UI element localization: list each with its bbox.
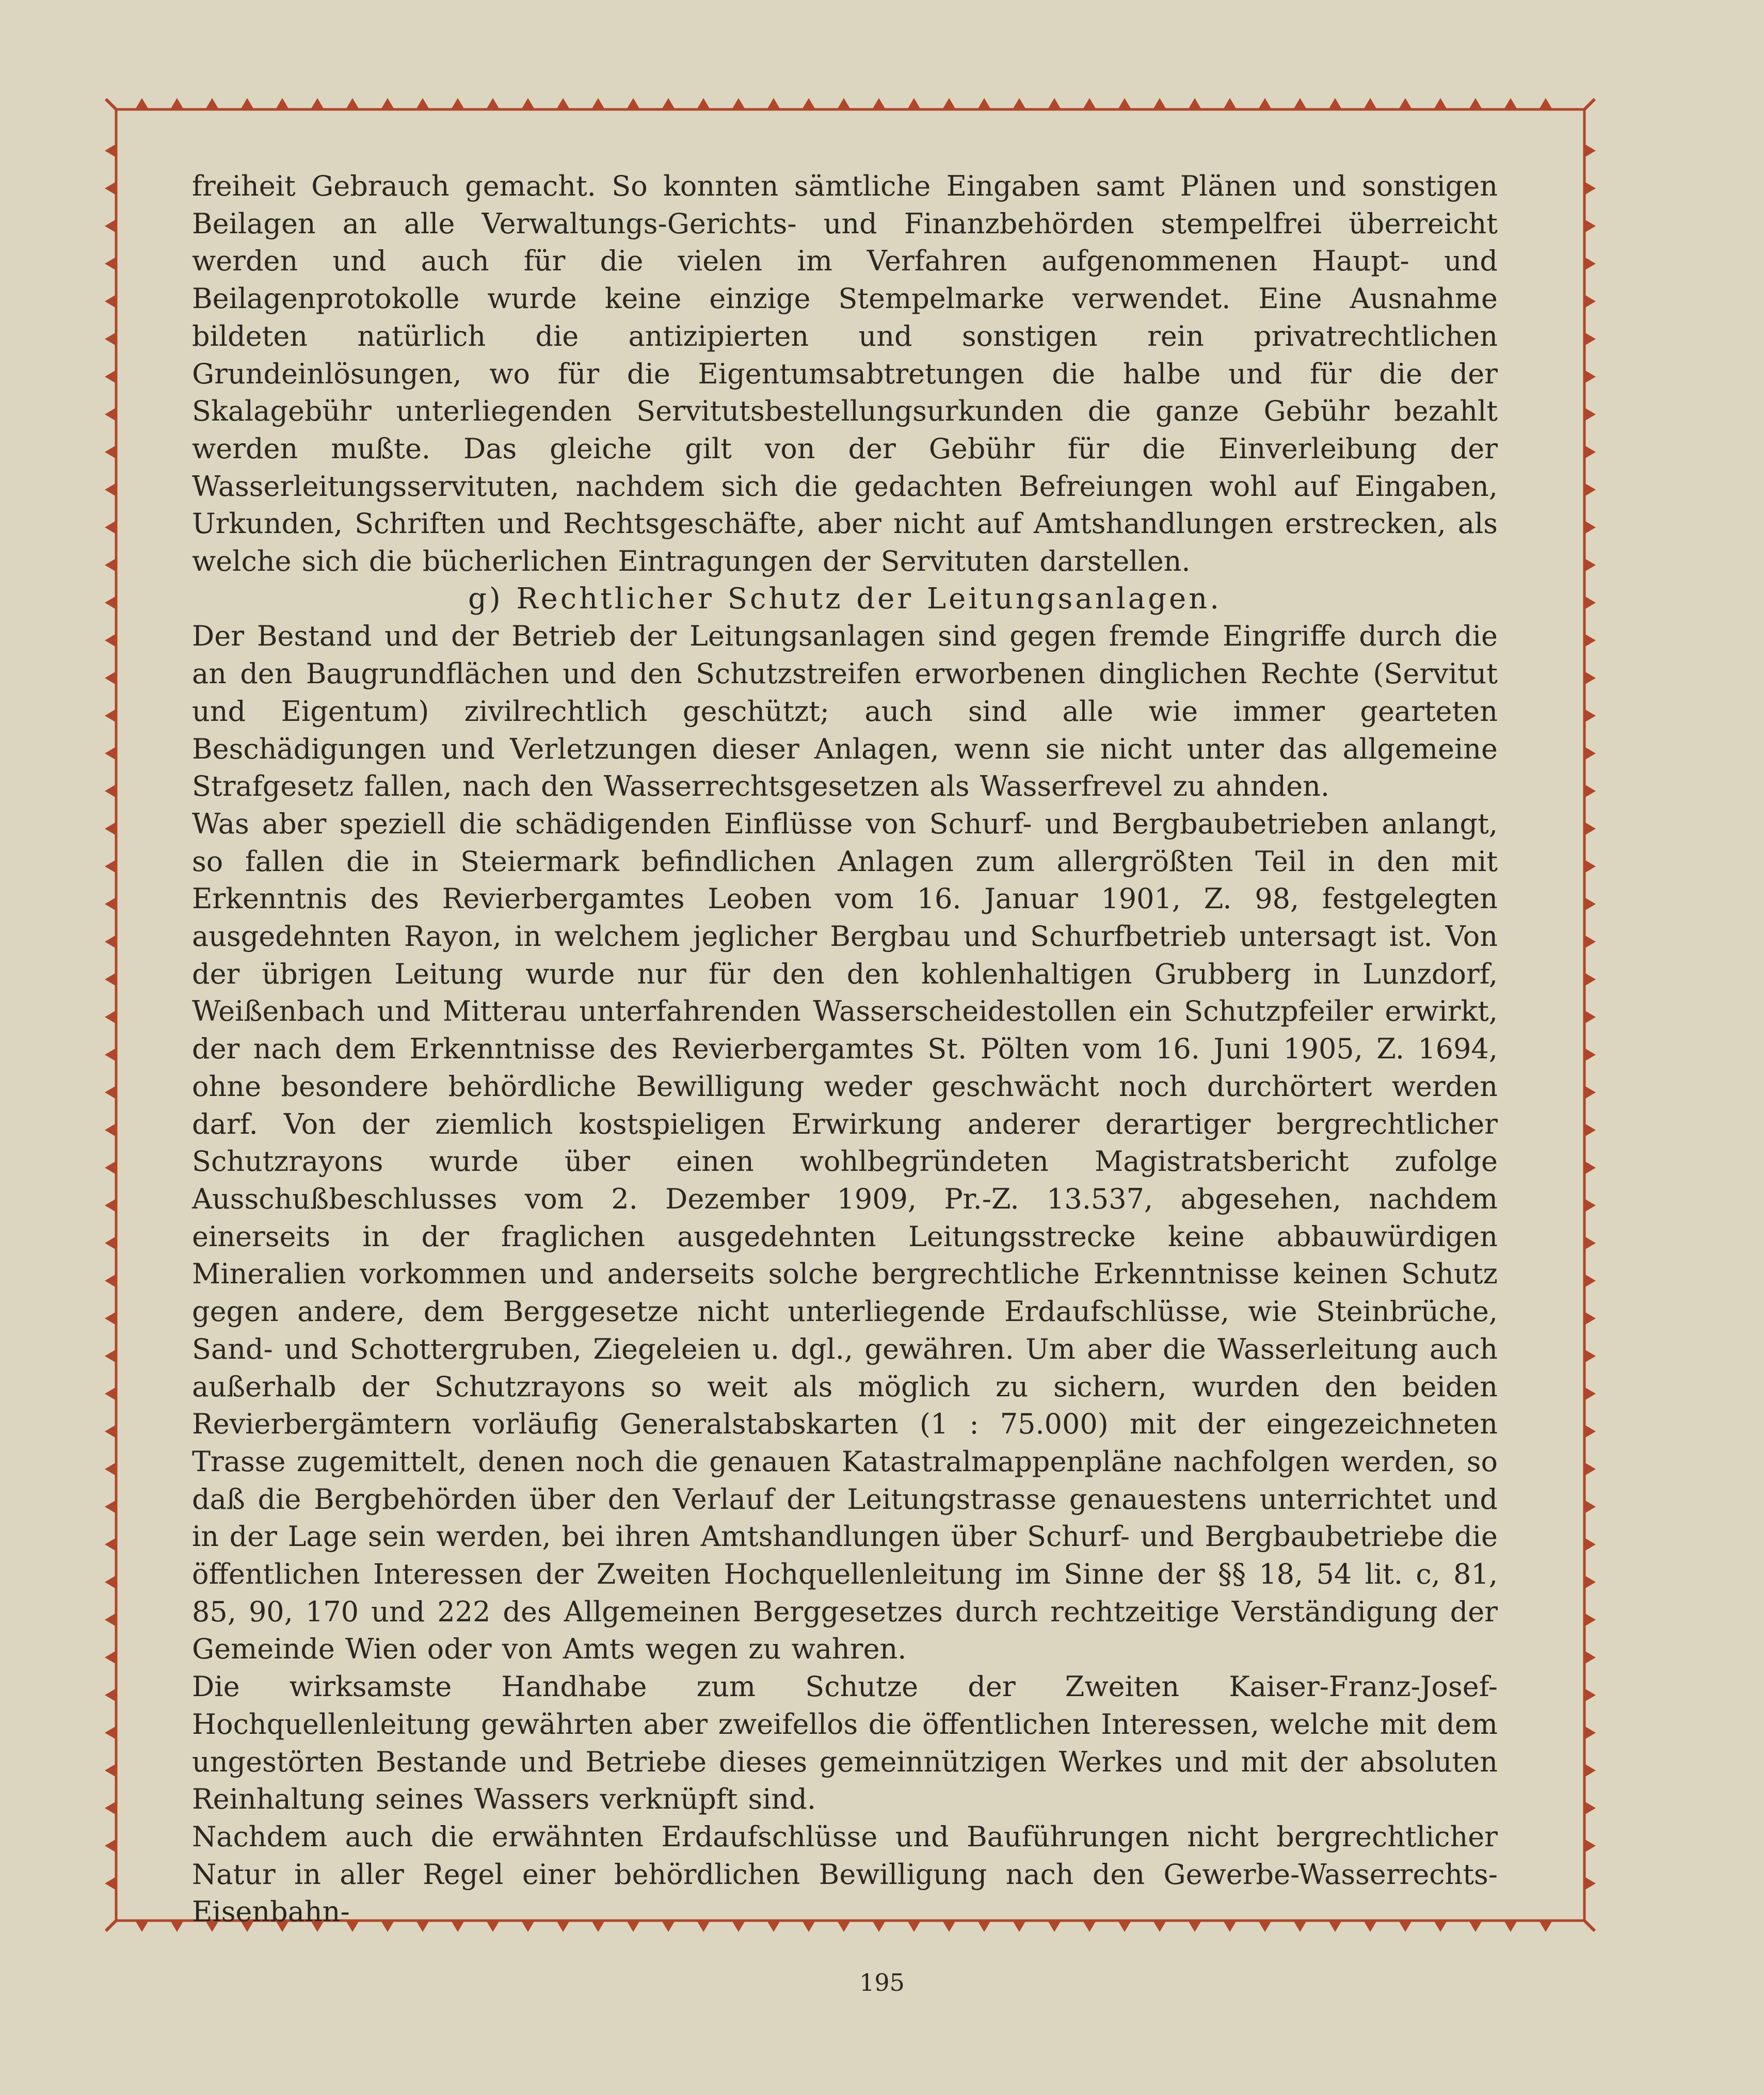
border-triangle-left	[105, 634, 116, 647]
border-triangle-left	[105, 1387, 116, 1400]
border-triangle-left	[105, 1086, 116, 1099]
border-triangle-left	[105, 784, 116, 798]
border-triangle-left	[105, 1161, 116, 1174]
border-triangle-top	[1293, 98, 1307, 109]
border-triangle-left	[105, 558, 116, 572]
border-triangle-right	[1584, 1349, 1596, 1363]
border-triangle-left	[105, 144, 116, 157]
border-triangle-right	[1584, 1764, 1596, 1777]
border-triangle-left	[105, 1312, 116, 1325]
border-triangle-left	[105, 1236, 116, 1250]
border-triangle-right	[1584, 1010, 1596, 1024]
border-triangle-left	[105, 1500, 116, 1513]
border-triangle-top	[872, 98, 886, 109]
border-triangle-right	[1584, 1425, 1596, 1438]
border-triangle-right	[1584, 1801, 1596, 1815]
border-corner	[106, 99, 116, 109]
border-triangle-top	[1118, 98, 1131, 109]
border-triangle-right	[1584, 483, 1596, 496]
border-triangle-left	[105, 935, 116, 948]
border-triangle-top	[732, 98, 745, 109]
border-triangle-left	[105, 1048, 116, 1061]
border-triangle-top	[240, 98, 254, 109]
border-triangle-top	[942, 98, 956, 109]
border-triangle-left	[105, 671, 116, 685]
border-triangle-left	[105, 709, 116, 722]
border-triangle-right	[1584, 747, 1596, 760]
border-corner	[1584, 99, 1595, 109]
border-triangle-right	[1584, 935, 1596, 948]
paragraph: Der Bestand und der Betrieb der Leitungsanlagen sind gegen fremde Eingriffe durch die an den Baugrundflächen und den Schutzstreifen erworbenen dinglichen Rechte (Servitut und Eigentum) zivilrechtlich geschützt; auch sind alle wie immer gearteten Beschädigungen und Verletzungen dieser Anlagen, wenn sie nicht unter das allgemeine Strafgesetz fallen, nach den Wasserrechtsgesetzen als Wasserfrevel zu ahnden.	[192, 620, 1498, 803]
border-triangle-left	[105, 1688, 116, 1702]
border-triangle-left	[105, 1575, 116, 1589]
border-triangle-left	[105, 182, 116, 195]
border-triangle-right	[1584, 1236, 1596, 1250]
border-triangle-left	[105, 1839, 116, 1852]
border-triangle-right	[1584, 257, 1596, 270]
border-triangle-right	[1584, 973, 1596, 986]
border-triangle-right	[1584, 521, 1596, 534]
border-triangle-top	[1083, 98, 1096, 109]
border-triangle-right	[1584, 182, 1596, 195]
border-triangle-right	[1584, 784, 1596, 798]
border-triangle-left	[105, 1613, 116, 1626]
border-triangle-top	[521, 98, 535, 109]
border-triangle-top	[1504, 98, 1517, 109]
border-triangle-top	[662, 98, 675, 109]
border-triangle-right	[1584, 408, 1596, 421]
border-triangle-right	[1584, 1839, 1596, 1852]
border-triangle-top	[1399, 98, 1412, 109]
border-triangle-top	[1223, 98, 1237, 109]
border-triangle-right	[1584, 671, 1596, 685]
border-triangle-top	[1258, 98, 1272, 109]
border-triangle-left	[105, 1349, 116, 1363]
border-triangle-top	[627, 98, 640, 109]
border-triangle-top	[802, 98, 815, 109]
border-triangle-right	[1584, 596, 1596, 609]
border-triangle-top	[276, 98, 289, 109]
border-triangle-top	[1153, 98, 1166, 109]
border-triangle-top	[346, 98, 359, 109]
border-triangle-top	[135, 98, 149, 109]
border-triangle-top	[556, 98, 570, 109]
border-triangle-top	[591, 98, 605, 109]
border-triangle-left	[105, 1462, 116, 1476]
border-triangle-top	[1328, 98, 1342, 109]
border-triangle-right	[1584, 1462, 1596, 1476]
border-triangle-right	[1584, 1387, 1596, 1400]
border-triangle-top	[1434, 98, 1447, 109]
paragraph: freiheit Gebrauch gemacht. So konnten sämtliche Eingaben samt Plänen und sonstigen Beilagen an alle Verwaltungs-Gerichts- und Finanzbehörden stempelfrei überreicht werden und auch für die vielen im Verfahren aufgenommenen Haupt- und Beilagenprotokolle wurde keine einzige Stempelmarke verwendet. Eine Ausnahme bildeten natürlich die antizipierten und sonstigen rein privatrechtlichen Grundeinlösungen, wo für die Eigentumsabtretungen die halbe und für die der Skalagebühr unterliegenden Servitutsbestellungsurkunden die ganze Gebühr bezahlt werden mußte. Das gleiche gilt von der Gebühr für die Einverleibung der Wasserleitungsservituten, nachdem sich die gedachten Befreiungen wohl auf Eingaben, Urkunden, Schriften und Rechtsgeschäfte, aber nicht auf Amtshandlungen erstrecken, als welche sich die bücherlichen Eintragungen der Servituten darstellen.	[192, 170, 1498, 578]
border-triangle-left	[105, 219, 116, 233]
page-body	[192, 168, 1498, 1931]
border-triangle-top	[907, 98, 921, 109]
border-triangle-top	[205, 98, 219, 109]
border-triangle-top	[1469, 98, 1482, 109]
border-corner	[1584, 1921, 1595, 1931]
page-number: 195	[859, 1969, 905, 1996]
border-triangle-left	[105, 1010, 116, 1024]
border-triangle-left	[105, 596, 116, 609]
border-triangle-right	[1584, 1688, 1596, 1702]
border-triangle-top	[1013, 98, 1026, 109]
border-triangle-top	[416, 98, 429, 109]
border-triangle-right	[1584, 1161, 1596, 1174]
border-triangle-left	[105, 1425, 116, 1438]
border-triangle-top	[1048, 98, 1061, 109]
border-triangle-right	[1584, 219, 1596, 233]
border-triangle-right	[1584, 860, 1596, 873]
border-triangle-top	[697, 98, 710, 109]
border-triangle-right	[1584, 1877, 1596, 1890]
border-triangle-right	[1584, 1500, 1596, 1513]
border-triangle-right	[1584, 1086, 1596, 1099]
border-triangle-right	[1584, 709, 1596, 722]
border-triangle-right	[1584, 144, 1596, 157]
border-triangle-top	[381, 98, 394, 109]
border-triangle-left	[105, 521, 116, 534]
border-triangle-left	[105, 1123, 116, 1137]
border-triangle-top	[451, 98, 464, 109]
border-triangle-top	[311, 98, 324, 109]
border-triangle-left	[105, 897, 116, 911]
border-triangle-top	[1364, 98, 1377, 109]
border-triangle-left	[105, 1801, 116, 1815]
border-triangle-right	[1584, 295, 1596, 308]
border-triangle-right	[1584, 445, 1596, 459]
border-triangle-right	[1584, 1199, 1596, 1212]
border-triangle-bottom	[135, 1921, 149, 1932]
border-triangle-right	[1584, 558, 1596, 572]
border-triangle-left	[105, 1877, 116, 1890]
border-triangle-left	[105, 1199, 116, 1212]
border-triangle-top	[170, 98, 184, 109]
border-triangle-left	[105, 1538, 116, 1551]
border-triangle-left	[105, 370, 116, 383]
border-triangle-left	[105, 1274, 116, 1287]
border-triangle-left	[105, 408, 116, 421]
border-triangle-left	[105, 973, 116, 986]
border-triangle-left	[105, 257, 116, 270]
border-triangle-top	[767, 98, 780, 109]
border-triangle-left	[105, 822, 116, 835]
border-corner	[106, 1921, 116, 1931]
border-triangle-top	[486, 98, 500, 109]
border-triangle-bottom	[1504, 1921, 1517, 1932]
border-triangle-right	[1584, 822, 1596, 835]
border-triangle-right	[1584, 1726, 1596, 1739]
border-triangle-right	[1584, 370, 1596, 383]
border-triangle-left	[105, 1651, 116, 1664]
border-triangle-left	[105, 445, 116, 459]
border-triangle-left	[105, 483, 116, 496]
border-triangle-top	[837, 98, 851, 109]
border-triangle-left	[105, 1726, 116, 1739]
border-triangle-left	[105, 747, 116, 760]
border-triangle-right	[1584, 897, 1596, 911]
border-triangle-right	[1584, 634, 1596, 647]
border-triangle-bottom	[170, 1921, 184, 1932]
border-triangle-left	[105, 1764, 116, 1777]
border-triangle-right	[1584, 1651, 1596, 1664]
border-triangle-top	[1539, 98, 1552, 109]
border-triangle-right	[1584, 1613, 1596, 1626]
border-triangle-right	[1584, 1312, 1596, 1325]
border-triangle-right	[1584, 1274, 1596, 1287]
border-triangle-left	[105, 860, 116, 873]
section-heading: g) Rechtlicher Schutz der Leitungsanlagen.	[468, 582, 1222, 616]
border-triangle-right	[1584, 332, 1596, 346]
border-triangle-right	[1584, 1048, 1596, 1061]
border-triangle-right	[1584, 1123, 1596, 1137]
border-triangle-left	[105, 295, 116, 308]
paragraph: Die wirksamste Handhabe zum Schutze der Zweiten Kaiser-Franz-Josef-Hochquellenleitung gewährten aber zweifellos die öffentlichen Interessen, welche mit dem ungestörten Bestande und Betriebe dieses gemeinnützigen Werkes und mit der absoluten Reinhaltung seines Wassers verknüpft sind.	[192, 1670, 1498, 1816]
border-triangle-right	[1584, 1575, 1596, 1589]
border-triangle-top	[1188, 98, 1201, 109]
border-triangle-right	[1584, 1538, 1596, 1551]
border-triangle-top	[977, 98, 991, 109]
paragraph: Nachdem auch die erwähnten Erdaufschlüsse und Bauführungen nicht bergrechtlicher Natur in aller Regel einer behördlichen Bewilligung nach den Gewerbe-Wasserrechts-Eisenbahn-	[192, 1820, 1498, 1928]
border-triangle-bottom	[1539, 1921, 1552, 1932]
border-triangle-left	[105, 332, 116, 346]
paragraph: Was aber speziell die schädigenden Einflüsse von Schurf- und Bergbaubetrieben anlangt, so fallen die in Steiermark befindlichen Anlagen zum allergrößten Teil in den mit Erkenntnis des Revierbergamtes Leoben vom 16. Januar 1901, Z. 98, festgelegten ausgedehnten Rayon, in welchem jeglicher Bergbau und Schurfbetrieb untersagt ist. Von der übrigen Leitung wurde nur für den den kohlenhaltigen Grubberg in Lunzdorf, Weißenbach und Mitterau unterfahrenden Wasserscheidestollen ein Schutzpfeiler erwirkt, der nach dem Erkenntnisse des Revierbergamtes St. Pölten vom 16. Juni 1905, Z. 1694, ohne besondere behördliche Bewilligung weder geschwächt noch durchörtert werden darf. Von der ziemlich kostspieligen Erwirkung anderer derartiger bergrechtlicher Schutzrayons wurde über einen wohlbegründeten Magistratsbericht zufolge Ausschußbeschlusses vom 2. Dezember 1909, Pr.-Z. 13.537, abgesehen, nachdem einerseits in der fraglichen ausgedehnten Leitungsstrecke keine abbauwürdigen Mineralien vorkommen und anderseits solche bergrechtliche Erkenntnisse keinen Schutz gegen andere, dem Berggesetze nicht unterliegende Erdaufschlüsse, wie Steinbrüche, Sand- und Schottergruben, Ziegeleien u. dgl., gewähren. Um aber die Wasserleitung auch außerhalb der Schutzrayons so weit als möglich zu sichern, wurden den beiden Revierbergämtern vorläufig Generalstabskarten (1 : 75.000) mit der eingezeichneten Trasse zugemittelt, denen noch die genauen Katastralmappenpläne nachfolgen werden, so daß die Bergbehörden über den Verlauf der Leitungstrasse genauestens unterrichtet und in der Lage sein werden, bei ihren Amtshandlungen über Schurf- und Bergbaubetriebe die öffentlichen Interessen der Zweiten Hochquellenleitung im Sinne der §§ 18, 54 lit. c, 81, 85, 90, 170 und 222 des Allgemeinen Berggesetzes durch rechtzeitige Verständigung der Gemeinde Wien oder von Amts wegen zu wahren.	[192, 807, 1498, 1666]
